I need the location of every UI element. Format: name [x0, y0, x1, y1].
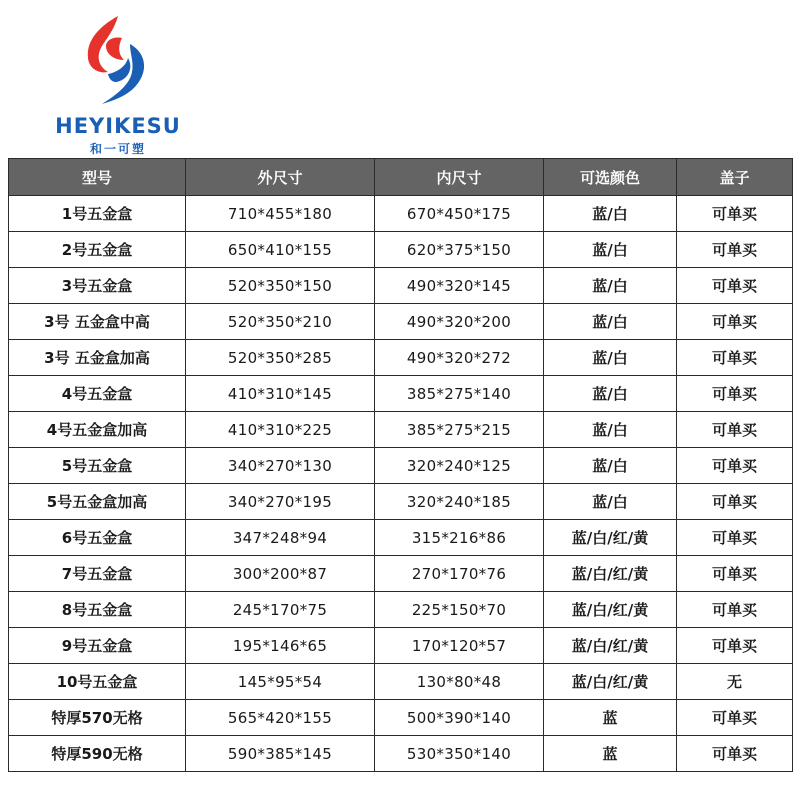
cell-inner-size: 530*350*140: [375, 736, 544, 772]
table-row: [9, 232, 793, 268]
brand-logo: [38, 14, 198, 154]
cell-model: 9号五金盒: [9, 628, 186, 664]
cell-lid: 可单买: [677, 196, 793, 232]
cell-inner-size: 490*320*272: [375, 340, 544, 376]
cell-inner-size: 490*320*200: [375, 304, 544, 340]
cell-colors: 蓝: [544, 700, 677, 736]
cell-inner-size: 490*320*145: [375, 268, 544, 304]
cell-colors: 蓝/白/红/黄: [544, 664, 677, 700]
cell-colors: 蓝/白: [544, 376, 677, 412]
cell-colors: 蓝/白/红/黄: [544, 556, 677, 592]
cell-outer-size: 650*410*155: [186, 232, 375, 268]
table-row: [9, 196, 793, 232]
table-row: [9, 304, 793, 340]
cell-lid: 可单买: [677, 412, 793, 448]
cell-outer-size: 195*146*65: [186, 628, 375, 664]
table-row: [9, 700, 793, 736]
cell-model: 5号五金盒: [9, 448, 186, 484]
cell-outer-size: 300*200*87: [186, 556, 375, 592]
brand-name: HEYIKESU: [55, 114, 181, 138]
cell-colors: 蓝/白: [544, 196, 677, 232]
cell-model: 7号五金盒: [9, 556, 186, 592]
cell-outer-size: 145*95*54: [186, 664, 375, 700]
table-row: [9, 592, 793, 628]
cell-inner-size: 320*240*185: [375, 484, 544, 520]
cell-lid: 可单买: [677, 376, 793, 412]
cell-colors: 蓝/白: [544, 232, 677, 268]
cell-inner-size: 225*150*70: [375, 592, 544, 628]
cell-outer-size: 710*455*180: [186, 196, 375, 232]
cell-model: 特厚570无格: [9, 700, 186, 736]
cell-inner-size: 170*120*57: [375, 628, 544, 664]
cell-model: 特厚590无格: [9, 736, 186, 772]
cell-outer-size: 565*420*155: [186, 700, 375, 736]
cell-model: 4号五金盒: [9, 376, 186, 412]
cell-lid: 可单买: [677, 700, 793, 736]
spec-table-container: [8, 158, 792, 772]
cell-outer-size: 340*270*130: [186, 448, 375, 484]
table-row: [9, 340, 793, 376]
header-colors: 可选颜色: [544, 159, 677, 196]
cell-lid: 可单买: [677, 232, 793, 268]
cell-inner-size: 620*375*150: [375, 232, 544, 268]
cell-model: 2号五金盒: [9, 232, 186, 268]
cell-outer-size: 410*310*225: [186, 412, 375, 448]
cell-colors: 蓝/白: [544, 304, 677, 340]
cell-outer-size: 347*248*94: [186, 520, 375, 556]
header-inner-size: 内尺寸: [375, 159, 544, 196]
cell-colors: 蓝/白: [544, 268, 677, 304]
cell-inner-size: 130*80*48: [375, 664, 544, 700]
cell-model: 10号五金盒: [9, 664, 186, 700]
brand-subtitle: 和一可塑: [89, 142, 146, 156]
cell-outer-size: 340*270*195: [186, 484, 375, 520]
cell-outer-size: 520*350*285: [186, 340, 375, 376]
cell-inner-size: 320*240*125: [375, 448, 544, 484]
cell-model: 6号五金盒: [9, 520, 186, 556]
cell-model: 3号五金盒: [9, 268, 186, 304]
table-row: [9, 628, 793, 664]
cell-lid: 可单买: [677, 628, 793, 664]
cell-outer-size: 520*350*150: [186, 268, 375, 304]
table-row: [9, 664, 793, 700]
cell-outer-size: 410*310*145: [186, 376, 375, 412]
cell-outer-size: 245*170*75: [186, 592, 375, 628]
header-lid: 盖子: [677, 159, 793, 196]
cell-lid: 可单买: [677, 736, 793, 772]
table-row: [9, 412, 793, 448]
cell-inner-size: 670*450*175: [375, 196, 544, 232]
cell-inner-size: 385*275*215: [375, 412, 544, 448]
table-row: [9, 448, 793, 484]
cell-colors: 蓝/白/红/黄: [544, 592, 677, 628]
cell-lid: 可单买: [677, 592, 793, 628]
cell-model: 5号五金盒加高: [9, 484, 186, 520]
cell-colors: 蓝/白: [544, 412, 677, 448]
cell-lid: 可单买: [677, 304, 793, 340]
table-row: [9, 376, 793, 412]
table-row: [9, 556, 793, 592]
cell-colors: 蓝/白/红/黄: [544, 628, 677, 664]
spec-table: [8, 158, 793, 772]
cell-colors: 蓝/白: [544, 484, 677, 520]
cell-lid: 可单买: [677, 556, 793, 592]
cell-colors: 蓝/白: [544, 340, 677, 376]
table-row: [9, 520, 793, 556]
cell-colors: 蓝: [544, 736, 677, 772]
cell-colors: 蓝/白: [544, 448, 677, 484]
cell-inner-size: 500*390*140: [375, 700, 544, 736]
cell-lid: 可单买: [677, 268, 793, 304]
cell-lid: 可单买: [677, 520, 793, 556]
cell-model: 8号五金盒: [9, 592, 186, 628]
table-header-row: [9, 159, 793, 196]
table-row: [9, 268, 793, 304]
cell-model: 3号 五金盒加高: [9, 340, 186, 376]
brand-logo-icon: [78, 14, 150, 106]
cell-model: 3号 五金盒中高: [9, 304, 186, 340]
cell-inner-size: 385*275*140: [375, 376, 544, 412]
cell-lid: 可单买: [677, 448, 793, 484]
header-outer-size: 外尺寸: [186, 159, 375, 196]
cell-lid: 可单买: [677, 340, 793, 376]
cell-lid: 无: [677, 664, 793, 700]
table-row: [9, 484, 793, 520]
cell-inner-size: 270*170*76: [375, 556, 544, 592]
cell-lid: 可单买: [677, 484, 793, 520]
cell-colors: 蓝/白/红/黄: [544, 520, 677, 556]
cell-model: 1号五金盒: [9, 196, 186, 232]
table-row: [9, 736, 793, 772]
cell-model: 4号五金盒加高: [9, 412, 186, 448]
cell-inner-size: 315*216*86: [375, 520, 544, 556]
header-model: 型号: [9, 159, 186, 196]
cell-outer-size: 520*350*210: [186, 304, 375, 340]
cell-outer-size: 590*385*145: [186, 736, 375, 772]
